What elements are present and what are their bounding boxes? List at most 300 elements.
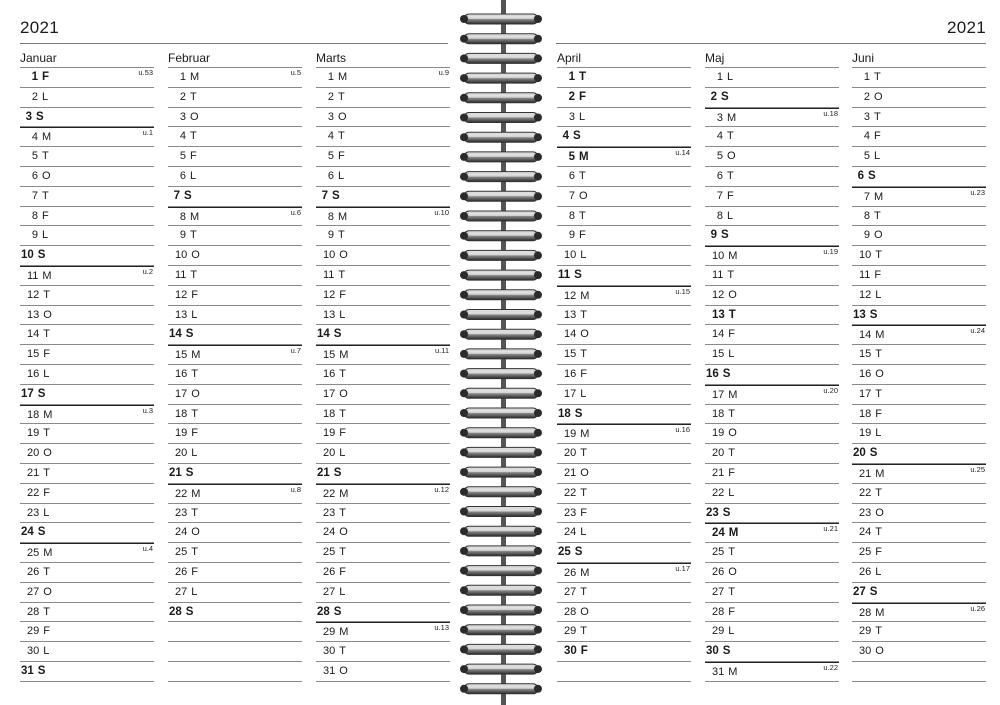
day-number: 16 bbox=[175, 367, 188, 380]
day-number: 30 bbox=[323, 645, 336, 658]
day-number: 29 bbox=[712, 625, 725, 638]
month-column-januar bbox=[20, 50, 154, 682]
binding-ring bbox=[460, 408, 542, 418]
day-number: 6 bbox=[327, 169, 334, 182]
day-number: 15 bbox=[859, 348, 872, 361]
day-row bbox=[316, 642, 450, 662]
weekday-letter: L bbox=[43, 506, 50, 519]
month-name: Februar bbox=[168, 51, 211, 65]
day-row bbox=[316, 147, 450, 167]
day-row bbox=[852, 108, 986, 128]
day-number: 28 bbox=[712, 605, 725, 618]
day-row bbox=[316, 187, 450, 207]
weekday-letter: T bbox=[727, 169, 734, 182]
day-number: 2 bbox=[31, 90, 38, 103]
weekday-letter: F bbox=[728, 605, 735, 618]
day-number: 1 bbox=[863, 71, 870, 83]
weekday-letter: L bbox=[728, 625, 735, 638]
weekday-letter: F bbox=[875, 407, 882, 420]
day-number: 22 bbox=[712, 486, 725, 499]
day-list bbox=[557, 67, 691, 682]
day-row bbox=[852, 147, 986, 167]
weekday-letter: L bbox=[727, 71, 734, 83]
day-row bbox=[168, 523, 302, 543]
weekday-letter: F bbox=[43, 625, 50, 638]
day-number: 21 bbox=[859, 467, 872, 480]
day-row bbox=[852, 286, 986, 306]
day-list bbox=[168, 67, 302, 682]
day-number: 27 bbox=[27, 585, 40, 598]
weekday-letter: F bbox=[190, 150, 197, 163]
weekday-letter: S bbox=[37, 526, 46, 539]
day-row bbox=[20, 207, 154, 227]
day-number: 5 bbox=[716, 150, 723, 163]
day-row bbox=[557, 642, 691, 662]
day-row bbox=[316, 266, 450, 286]
day-number: 1 bbox=[716, 71, 723, 83]
binding-ring bbox=[460, 428, 542, 438]
day-row bbox=[557, 88, 691, 108]
day-number: 22 bbox=[27, 486, 40, 499]
day-row bbox=[168, 405, 302, 425]
weekday-letter: M bbox=[875, 467, 885, 480]
day-number: 25 bbox=[712, 546, 725, 559]
day-number: 21 bbox=[27, 466, 40, 479]
day-row bbox=[20, 622, 154, 642]
day-number: 6 bbox=[31, 169, 38, 182]
binding-ring bbox=[460, 132, 542, 142]
day-number: 1 bbox=[179, 71, 186, 83]
day-number: 19 bbox=[712, 427, 725, 440]
day-number: 19 bbox=[564, 428, 577, 441]
weekday-letter: M bbox=[43, 547, 53, 560]
weekday-letter: L bbox=[727, 209, 734, 222]
day-number: 3 bbox=[327, 110, 334, 123]
day-number: 2 bbox=[568, 90, 575, 103]
day-row bbox=[168, 167, 302, 187]
day-row bbox=[705, 187, 839, 207]
day-number: 26 bbox=[859, 565, 872, 578]
weekday-letter: L bbox=[580, 249, 587, 262]
day-row bbox=[852, 603, 986, 623]
weekday-letter: T bbox=[339, 407, 346, 420]
day-number: 24 bbox=[323, 526, 336, 539]
weekday-letter: L bbox=[875, 288, 882, 301]
binding-ring bbox=[460, 191, 542, 201]
day-row bbox=[316, 325, 450, 345]
day-number: 20 bbox=[712, 447, 725, 460]
weekday-letter: F bbox=[42, 71, 50, 83]
weekday-letter: S bbox=[184, 189, 192, 202]
binding-ring bbox=[460, 349, 542, 359]
day-number: 9 bbox=[710, 229, 717, 242]
week-number: u.6 bbox=[290, 207, 301, 217]
weekday-letter: M bbox=[728, 250, 738, 263]
day-row bbox=[316, 563, 450, 583]
day-row bbox=[168, 444, 302, 464]
day-number: 8 bbox=[863, 209, 870, 222]
month-column-marts bbox=[316, 50, 450, 682]
weekday-letter: T bbox=[191, 407, 198, 420]
week-number: u.26 bbox=[970, 603, 985, 613]
binding-ring bbox=[460, 93, 542, 103]
weekday-letter: S bbox=[722, 367, 731, 380]
weekday-letter: F bbox=[191, 427, 198, 440]
day-list bbox=[20, 67, 154, 682]
week-number: u.13 bbox=[434, 623, 449, 633]
day-number: 27 bbox=[175, 585, 188, 598]
day-number: 12 bbox=[712, 288, 725, 301]
weekday-letter: S bbox=[37, 387, 46, 400]
day-number: 28 bbox=[564, 605, 577, 618]
day-number: 21 bbox=[317, 466, 330, 479]
day-number: 7 bbox=[321, 189, 328, 202]
weekday-letter: T bbox=[191, 367, 198, 380]
weekday-letter: T bbox=[339, 645, 346, 658]
day-row bbox=[20, 365, 154, 385]
binding-ring bbox=[460, 73, 542, 83]
weekday-letter: T bbox=[579, 71, 587, 83]
day-row bbox=[168, 68, 302, 88]
day-number: 19 bbox=[27, 427, 40, 440]
day-row bbox=[557, 108, 691, 128]
day-number: 3 bbox=[716, 111, 723, 124]
day-row bbox=[557, 583, 691, 603]
day-row bbox=[168, 88, 302, 108]
day-row bbox=[20, 543, 154, 563]
weekday-letter: L bbox=[338, 169, 345, 182]
day-number: 18 bbox=[27, 408, 40, 421]
day-number: 12 bbox=[564, 289, 577, 302]
week-number: u.15 bbox=[675, 286, 690, 296]
day-number: 11 bbox=[323, 268, 335, 281]
day-row bbox=[852, 68, 986, 88]
binding-ring bbox=[460, 211, 542, 221]
day-row bbox=[852, 523, 986, 543]
weekday-letter: L bbox=[191, 585, 198, 598]
day-row bbox=[316, 127, 450, 147]
day-row bbox=[20, 226, 154, 246]
day-number: 23 bbox=[859, 506, 872, 519]
day-row bbox=[20, 385, 154, 405]
day-row bbox=[168, 543, 302, 563]
day-number: 9 bbox=[568, 229, 575, 242]
weekday-letter: M bbox=[42, 131, 52, 144]
week-number: u.17 bbox=[675, 563, 690, 573]
weekday-letter: T bbox=[191, 546, 198, 559]
week-number: u.11 bbox=[434, 346, 449, 356]
month-column-april bbox=[557, 50, 691, 682]
day-row bbox=[316, 365, 450, 385]
day-number: 26 bbox=[27, 565, 40, 578]
day-row bbox=[705, 405, 839, 425]
day-number: 5 bbox=[179, 150, 186, 163]
day-number: 20 bbox=[175, 447, 188, 460]
weekday-letter: M bbox=[875, 606, 885, 619]
weekday-letter: T bbox=[338, 90, 345, 103]
day-number: 4 bbox=[179, 130, 186, 143]
empty-row bbox=[168, 642, 302, 662]
weekday-letter: T bbox=[728, 546, 735, 559]
weekday-letter: O bbox=[339, 249, 348, 262]
day-row bbox=[168, 583, 302, 603]
weekday-letter: T bbox=[190, 229, 197, 242]
weekday-letter: L bbox=[43, 367, 50, 380]
day-number: 8 bbox=[179, 210, 186, 223]
year-left: 2021 bbox=[20, 18, 60, 37]
weekday-letter: O bbox=[338, 110, 347, 123]
day-row bbox=[168, 484, 302, 504]
weekday-letter: O bbox=[191, 526, 200, 539]
day-number: 10 bbox=[323, 249, 336, 262]
day-number: 9 bbox=[31, 229, 38, 242]
day-number: 15 bbox=[564, 348, 577, 361]
day-number: 10 bbox=[564, 249, 577, 262]
day-row bbox=[705, 266, 839, 286]
binding-ring bbox=[460, 369, 542, 379]
weekday-letter: T bbox=[580, 486, 587, 499]
day-number: 17 bbox=[175, 387, 188, 400]
day-row bbox=[20, 642, 154, 662]
day-row bbox=[705, 385, 839, 405]
weekday-letter: F bbox=[191, 565, 198, 578]
weekday-letter: M bbox=[728, 527, 739, 540]
weekday-letter: O bbox=[43, 308, 52, 321]
day-number: 29 bbox=[27, 625, 40, 638]
day-number: 1 bbox=[568, 71, 575, 83]
day-number: 10 bbox=[859, 249, 872, 262]
day-row bbox=[168, 345, 302, 365]
day-row bbox=[20, 246, 154, 266]
weekday-letter: O bbox=[191, 387, 200, 400]
weekday-letter: L bbox=[874, 150, 881, 163]
weekday-letter: T bbox=[580, 308, 587, 321]
day-row bbox=[20, 88, 154, 108]
day-number: 24 bbox=[859, 526, 872, 539]
weekday-letter: T bbox=[580, 585, 587, 598]
weekday-letter: O bbox=[580, 605, 589, 618]
day-row bbox=[557, 523, 691, 543]
day-row bbox=[168, 306, 302, 326]
binding-ring bbox=[460, 329, 542, 339]
day-number: 20 bbox=[853, 447, 866, 460]
binding-ring bbox=[460, 507, 542, 517]
day-number: 1 bbox=[31, 71, 38, 83]
day-row bbox=[852, 187, 986, 207]
binding-ring bbox=[460, 566, 542, 576]
day-row bbox=[557, 207, 691, 227]
weekday-letter: L bbox=[580, 387, 587, 400]
day-number: 14 bbox=[564, 328, 577, 341]
day-number: 29 bbox=[564, 625, 577, 638]
day-row bbox=[168, 246, 302, 266]
weekday-letter: M bbox=[339, 349, 349, 362]
weekday-letter: S bbox=[868, 169, 876, 182]
day-row bbox=[20, 108, 154, 128]
day-row bbox=[705, 286, 839, 306]
day-row bbox=[852, 306, 986, 326]
day-row bbox=[557, 365, 691, 385]
weekday-letter: T bbox=[874, 110, 881, 123]
day-number: 28 bbox=[169, 605, 182, 618]
day-row bbox=[852, 88, 986, 108]
day-row bbox=[852, 622, 986, 642]
day-number: 26 bbox=[564, 566, 577, 579]
day-row bbox=[557, 68, 691, 88]
day-row bbox=[705, 246, 839, 266]
binding-ring bbox=[460, 585, 542, 595]
day-row bbox=[705, 345, 839, 365]
day-row bbox=[852, 642, 986, 662]
day-number: 13 bbox=[323, 308, 336, 321]
day-row bbox=[20, 504, 154, 524]
day-number: 9 bbox=[179, 229, 186, 242]
day-row bbox=[20, 127, 154, 147]
weekday-letter: S bbox=[36, 110, 44, 123]
weekday-letter: T bbox=[339, 546, 346, 559]
weekday-letter: F bbox=[728, 328, 735, 341]
day-row bbox=[168, 603, 302, 623]
weekday-letter: M bbox=[191, 487, 201, 500]
day-list bbox=[705, 67, 839, 682]
day-number: 7 bbox=[31, 189, 38, 202]
weekday-letter: L bbox=[875, 427, 882, 440]
empty-row bbox=[168, 662, 302, 682]
day-row bbox=[557, 325, 691, 345]
day-row bbox=[168, 226, 302, 246]
weekday-letter: M bbox=[579, 151, 589, 164]
weekday-letter: M bbox=[339, 626, 349, 639]
weekday-letter: S bbox=[869, 585, 878, 598]
day-number: 31 bbox=[21, 664, 34, 677]
day-number: 13 bbox=[27, 308, 40, 321]
day-row bbox=[557, 226, 691, 246]
weekday-letter: M bbox=[580, 289, 590, 302]
day-number: 25 bbox=[323, 546, 336, 559]
day-number: 21 bbox=[169, 466, 182, 479]
binding-ring bbox=[460, 310, 542, 320]
day-row bbox=[705, 127, 839, 147]
day-row bbox=[316, 68, 450, 88]
weekday-letter: M bbox=[42, 269, 52, 282]
day-row bbox=[705, 504, 839, 524]
day-number: 11 bbox=[175, 268, 187, 281]
day-number: 14 bbox=[169, 328, 182, 341]
day-number: 24 bbox=[564, 526, 577, 539]
binding-ring bbox=[460, 53, 542, 63]
binding-ring bbox=[460, 644, 542, 654]
day-number: 4 bbox=[716, 130, 723, 143]
weekday-letter: O bbox=[580, 328, 589, 341]
day-number: 16 bbox=[323, 367, 336, 380]
binding-ring bbox=[460, 14, 542, 24]
day-number: 19 bbox=[175, 427, 188, 440]
weekday-letter: T bbox=[338, 268, 346, 281]
day-row bbox=[168, 504, 302, 524]
day-number: 13 bbox=[175, 308, 188, 321]
day-number: 13 bbox=[564, 308, 577, 321]
week-number: u.53 bbox=[138, 68, 153, 77]
day-row bbox=[852, 226, 986, 246]
week-number: u.23 bbox=[970, 187, 985, 197]
week-number: u.7 bbox=[290, 346, 301, 356]
day-number: 12 bbox=[859, 288, 872, 301]
day-number: 18 bbox=[712, 407, 725, 420]
day-number: 6 bbox=[568, 169, 575, 182]
day-number: 27 bbox=[564, 585, 577, 598]
day-row bbox=[705, 207, 839, 227]
day-row bbox=[557, 444, 691, 464]
day-row bbox=[316, 464, 450, 484]
day-number: 18 bbox=[323, 407, 336, 420]
weekday-letter: T bbox=[875, 249, 882, 262]
weekday-letter: L bbox=[728, 486, 735, 499]
day-row bbox=[705, 424, 839, 444]
day-row bbox=[705, 464, 839, 484]
day-row bbox=[20, 563, 154, 583]
week-number: u.10 bbox=[434, 207, 449, 217]
weekday-letter: S bbox=[574, 546, 583, 559]
weekday-letter: M bbox=[191, 349, 201, 362]
day-row bbox=[316, 424, 450, 444]
day-row bbox=[852, 385, 986, 405]
day-number: 10 bbox=[175, 249, 188, 262]
day-number: 23 bbox=[706, 506, 719, 519]
weekday-letter: L bbox=[190, 169, 197, 182]
day-row bbox=[316, 286, 450, 306]
day-row bbox=[316, 167, 450, 187]
day-number: 17 bbox=[859, 387, 872, 400]
day-row bbox=[705, 543, 839, 563]
weekday-letter: T bbox=[580, 348, 587, 361]
day-number: 15 bbox=[323, 349, 336, 362]
weekday-letter: S bbox=[721, 229, 729, 242]
weekday-letter: T bbox=[339, 367, 346, 380]
day-row bbox=[852, 325, 986, 345]
day-row bbox=[705, 167, 839, 187]
weekday-letter: O bbox=[728, 288, 737, 301]
binding-ring bbox=[460, 113, 542, 123]
day-number: 22 bbox=[175, 487, 188, 500]
day-row bbox=[316, 583, 450, 603]
weekday-letter: M bbox=[728, 388, 738, 401]
day-number: 4 bbox=[562, 130, 569, 143]
week-number: u.14 bbox=[675, 148, 690, 158]
weekday-letter: M bbox=[580, 566, 590, 579]
day-number: 4 bbox=[863, 130, 870, 143]
day-number: 23 bbox=[564, 506, 577, 519]
weekday-letter: T bbox=[43, 605, 50, 618]
day-number: 5 bbox=[31, 150, 38, 163]
weekday-letter: S bbox=[185, 466, 194, 479]
weekday-letter: O bbox=[875, 367, 884, 380]
day-number: 21 bbox=[564, 466, 577, 479]
day-row bbox=[20, 345, 154, 365]
day-number: 13 bbox=[712, 308, 725, 321]
day-row bbox=[316, 504, 450, 524]
day-number: 29 bbox=[859, 625, 872, 638]
day-row bbox=[852, 127, 986, 147]
week-number: u.9 bbox=[438, 68, 449, 77]
day-row bbox=[168, 147, 302, 167]
weekday-letter: T bbox=[874, 209, 881, 222]
day-number: 23 bbox=[323, 506, 336, 519]
day-number: 8 bbox=[31, 209, 38, 222]
weekday-letter: O bbox=[728, 565, 737, 578]
empty-row bbox=[168, 622, 302, 642]
day-row bbox=[557, 266, 691, 286]
day-number: 22 bbox=[859, 486, 872, 499]
